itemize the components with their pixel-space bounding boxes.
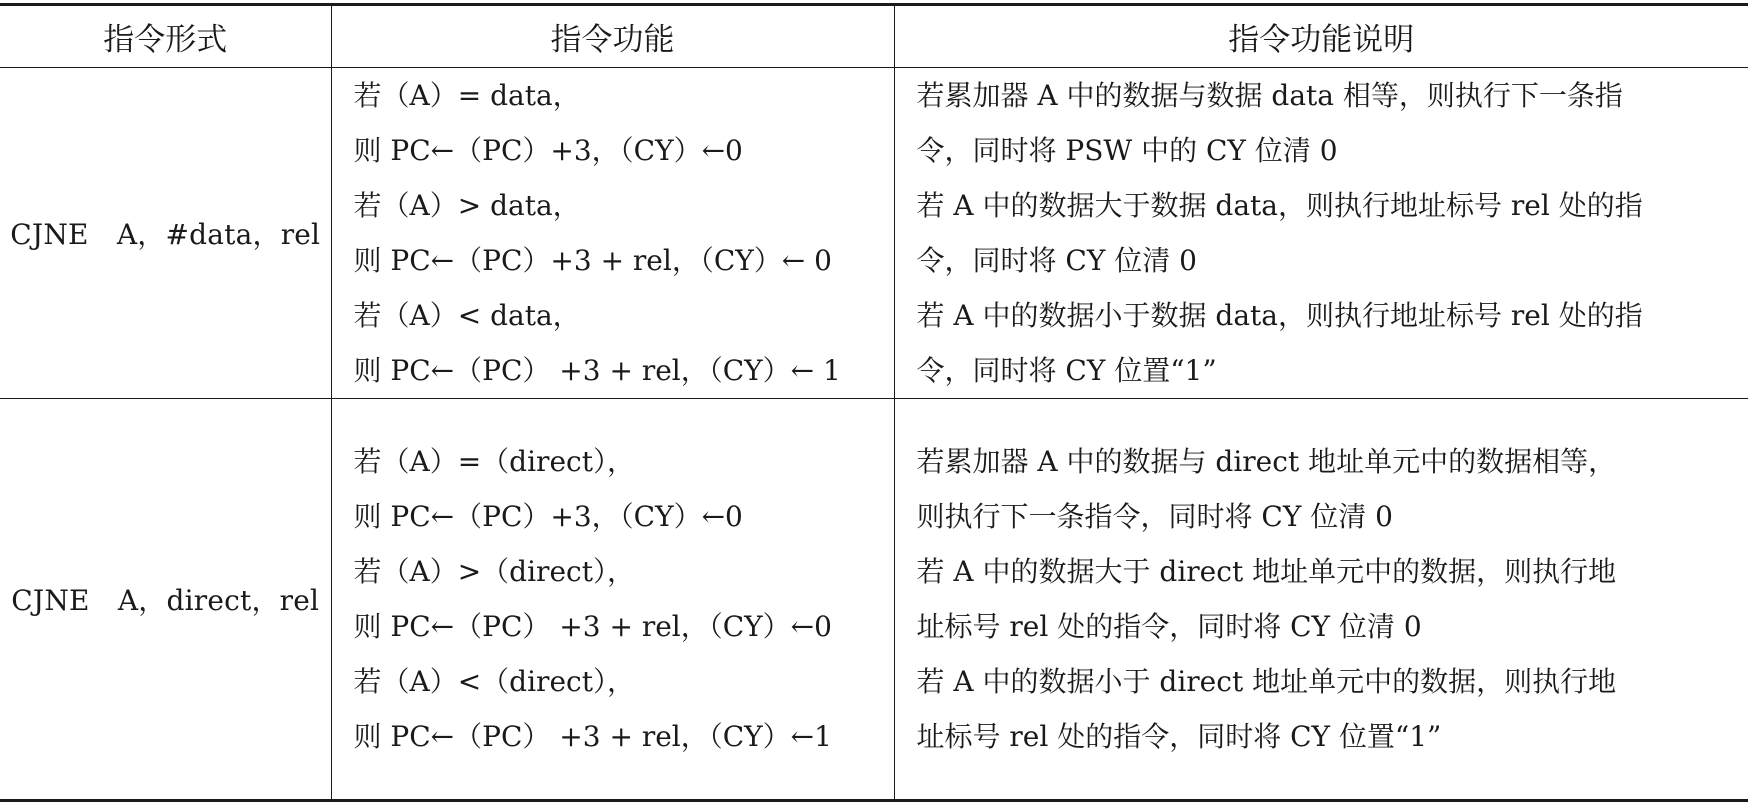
description-line: 则执行下一条指令，同时将 CY 位清 0	[916, 500, 1393, 533]
function-line: 则 PC←（PC） +3 + rel，（CY）←0	[353, 610, 832, 643]
function-line: 则 PC←（PC）+3，（CY）←0	[353, 500, 743, 533]
description-line: 址标号 rel 处的指令，同时将 CY 位清 0	[916, 610, 1422, 643]
description-line: 若累加器 A 中的数据与数据 data 相等，则执行下一条指	[916, 79, 1623, 112]
header-instruction-function: 指令功能	[331, 5, 894, 68]
instruction-function-cell	[331, 68, 894, 399]
description-line: 若累加器 A 中的数据与 direct 地址单元中的数据相等，	[916, 445, 1617, 478]
instruction-table	[0, 3, 1748, 802]
description-line: 令，同时将 CY 位清 0	[916, 244, 1197, 277]
description-line: 址标号 rel 处的指令，同时将 CY 位置“1”	[916, 720, 1442, 753]
description-line: 若 A 中的数据小于数据 data，则执行地址标号 rel 处的指	[916, 299, 1643, 332]
function-line: 则 PC←（PC） +3 + rel，（CY）←1	[353, 720, 832, 753]
description-line: 若 A 中的数据小于 direct 地址单元中的数据，则执行地	[916, 665, 1617, 698]
description-line: 若 A 中的数据大于数据 data，则执行地址标号 rel 处的指	[916, 189, 1643, 222]
function-description-cell	[894, 399, 1748, 801]
description-line: 若 A 中的数据大于 direct 地址单元中的数据，则执行地	[916, 555, 1617, 588]
function-line: 若（A）= data，	[353, 79, 581, 112]
instruction-function-cell	[331, 399, 894, 801]
function-line: 若（A）> data，	[353, 189, 581, 222]
table-row	[0, 399, 1748, 801]
description-line: 令，同时将 CY 位置“1”	[916, 354, 1217, 387]
instruction-form-cell: CJNE A，direct，rel	[0, 399, 331, 801]
function-line: 若（A）>（direct），	[353, 555, 635, 588]
function-description-cell	[894, 68, 1748, 399]
instruction-form-cell: CJNE A，#data，rel	[0, 68, 331, 399]
header-instruction-form: 指令形式	[0, 5, 331, 68]
function-line: 若（A）=（direct），	[353, 445, 635, 478]
header-function-description: 指令功能说明	[894, 5, 1748, 68]
function-line: 则 PC←（PC） +3 + rel，（CY）← 1	[353, 354, 841, 387]
table-header-row	[0, 5, 1748, 68]
description-line: 令，同时将 PSW 中的 CY 位清 0	[916, 134, 1338, 167]
function-line: 若（A）<（direct），	[353, 665, 635, 698]
function-line: 则 PC←（PC）+3 + rel，（CY）← 0	[353, 244, 832, 277]
table-row	[0, 68, 1748, 399]
function-line: 则 PC←（PC）+3，（CY）←0	[353, 134, 743, 167]
function-line: 若（A）< data，	[353, 299, 581, 332]
